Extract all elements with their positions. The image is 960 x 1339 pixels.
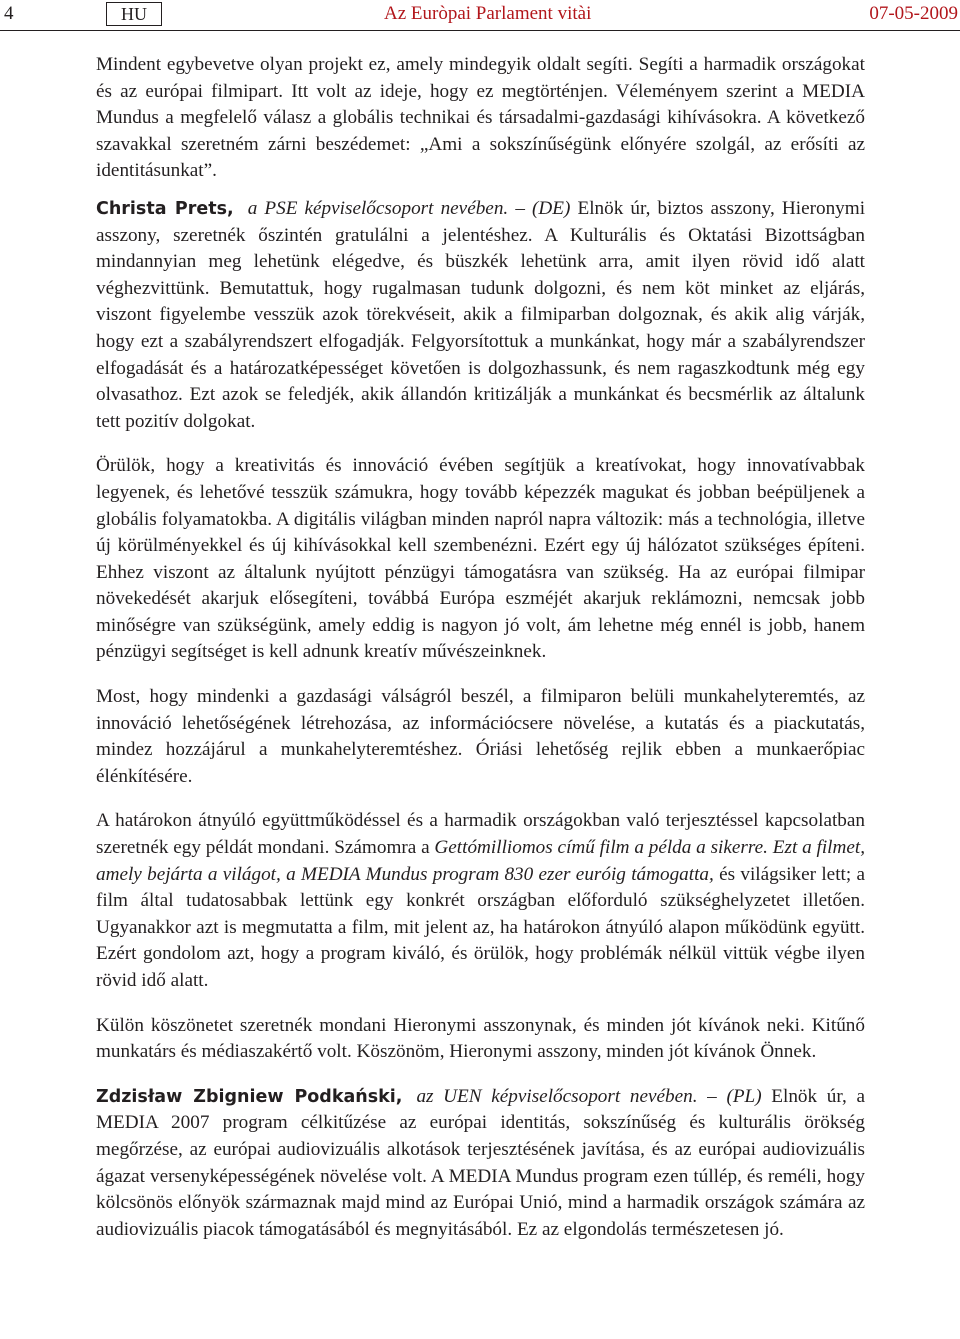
document-body: [96, 52, 865, 1261]
paragraph-3: Örülök, hogy a kreativitás és innováció évében segítjük a kreatívokat, hogy innovatívabbak legyenek, és lehetővé tesszük számukra, hogy tovább képezzék magukat és jobban beépüljenek a globális folyamatokba. A digitális világban minden napról napra változik: más a technológia, illetve új körülményekkel és új kihívásokkal kell szembenézni. Ezért egy új hálózatot szükséges építeni. Ehhez viszont az általunk nyújtott pénzügyi támogatásra van szükség. Ha az európai filmipar növekedését akarjuk elősegíteni, továbbá Európa eszméjét akarjuk reklámozni, nemcsak jobb minőségre van szükségünk, amely eddig is nagyon jó volt, ám lehetne még ennél is jobb, hanem pénzügyi segítséget is kell adnunk kreatív művészeinknek.: [96, 455, 865, 663]
document-date: 07-05-2009: [869, 3, 958, 24]
document-title: Az Euròpai Parlament vitài: [384, 3, 592, 24]
paragraph-5: [96, 808, 865, 994]
film-citation: Gettómilliomos című film a példa a sikerre. Ezt a filmet, amely bejárta a világot, a MEDIA Mundus program 830 ezer euróig támogatta,: [96, 837, 865, 885]
paragraph-2: [96, 196, 865, 435]
speech-text-2: Elnök úr, a MEDIA 2007 program célkitűzése az európai identitás, sokszínűség és kulturális örökség megőrzése, az európai audiovizuális alkotások terjesztésének javítása, és az európai audiovizuális ágazat versenyképességének növelése volt. A MEDIA Mundus program ezen túllép, és reméli, hogy kölcsönös előnyök származnak majd mind az Európai Unió, mind a harmadik országok számára az audiovizuális piacok támogatásából és megnyitásából. Ez az elgondolás természetesen jó.: [96, 1085, 865, 1240]
paragraph-6: Külön köszönetet szeretnék mondani Hieronymi asszonynak, és minden jót kívánok neki. Kitűnő munkatárs és médiaszakértő volt. Köszönöm, Hieronymi asszony, minden jót kívánok Önnek.: [96, 1014, 865, 1063]
speaker-name-2: Zdzisław Zbigniew Podkański,: [96, 1086, 403, 1107]
paragraph-4: Most, hogy mindenki a gazdasági válságról beszél, a filmiparon belüli munkahelyteremtés, az innováció lehetőségének létrehozása, az információcsere növelése, a kutatás és a piackutatás, mindez hozzájárul a munkahelyteremtéshez. Óriási lehetőség rejlik ebben a munkaerőpiac élénkítésére.: [96, 686, 865, 787]
speaker-role-2: az UEN képviselőcsoport nevében.: [416, 1085, 698, 1107]
speaker-name: Christa Prets,: [96, 198, 234, 219]
speaker-role: a PSE képviselőcsoport nevében.: [247, 197, 509, 219]
speech-text: Elnök úr, biztos asszony, Hieronymi asszony, szeretnék őszintén gratulálni a jelentéshez. A Kulturális és Oktatási Bizottságban mindannyian meg lehetünk elégedve, és büszkék lehetünk arra, amit ilyen rövid idő alatt véghezvittünk. Bemutattuk, hogy rugalmasan tudunk dolgozni, és nem köt minket az eljárás, viszont figyelembe vesszük azok törekvéseit, akik a filmiparban dolgoznak, és akik alig várják, hogy ezt a szabályrendszert elfogadják. Felgyorsítottuk a munkánkat, hogy már a szabályrendszer elfogadását és a határozatképességet követően is dolgozhassunk, és nem ragaszkodtunk még egy olvasathoz. Ezt azok se feledjék, akik állandón kritizálják a munkánkat és becsmérlik az általunk tett pozitív dolgokat.: [96, 197, 866, 432]
paragraph-5-end: és világsiker lett; a film által tudatosabbak lettünk egy konkrét országban előforduló szükséghelyzetet illetően. Ugyanakkor azt is megmutatta a film, mit jelent az, ha határokon átnyúló alapon működünk együtt. Ezért gondolom azt, hogy a program kiváló, és örülök, hogy problémák nélkül vittük végbe ilyen rövid idő alatt.: [96, 863, 865, 991]
paragraph-5-start: A határokon átnyúló együttműködéssel és a harmadik országokban való terjesztéssel kapcsolatban szeretnék egy példát mondani. Számomra a: [96, 810, 865, 859]
language-tag: – (DE): [515, 197, 571, 219]
page-number: 4: [4, 3, 14, 24]
paragraph-1: Mindent egybevetve olyan projekt ez, amely mindegyik oldalt segíti. Segíti a harmadik országokat és az európai filmipart. Itt volt az ideje, hogy ez megtörténjen. Véleményem szerint a MEDIA Mundus a megfelelő válasz a globális technikai és társadalmi-gazdasági kihívásokra. A következő szavakkal szeretném zárni beszédemet: „Ami a sokszínűségünk előnyére szolgál, az erősíti az identitásunkat”.: [96, 54, 865, 182]
language-badge: HU: [106, 2, 162, 26]
paragraph-7: [96, 1084, 865, 1244]
page-header: [0, 0, 960, 31]
language-tag-2: – (PL): [707, 1085, 762, 1107]
